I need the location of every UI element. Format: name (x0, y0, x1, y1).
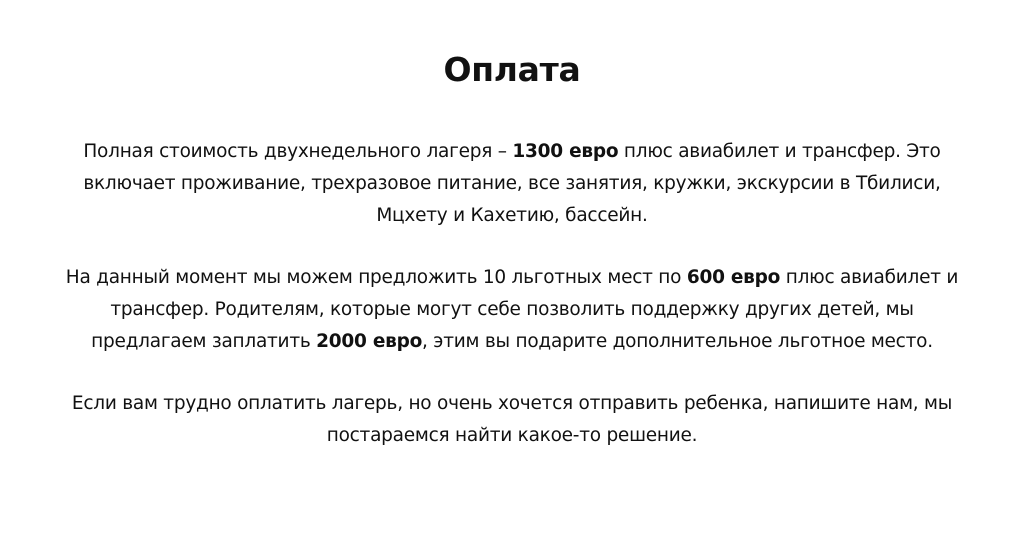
reduced-places-text-end: , этим вы подарите дополнительное льготное место. (422, 331, 933, 352)
reduced-places-paragraph (52, 262, 972, 358)
payment-text (52, 136, 972, 452)
reduced-price-amount: 600 евро (686, 267, 781, 288)
full-price-amount: 1300 евро (512, 141, 619, 162)
page-title: Оплата (443, 50, 581, 89)
reduced-places-text-middle: плюс авиабилет и трансфер. Родителям, которые могут себе позволить поддержку других детей, мы предлагаем заплатить (91, 267, 959, 352)
full-price-paragraph (52, 136, 972, 232)
reduced-places-text-start: На данный момент мы можем предложить 10 льготных мест по (65, 267, 687, 288)
full-price-text-end: плюс авиабилет и трансфер. Это включает проживание, трехразовое питание, все занятия, кружки, экскурсии в Тбилиси, Мцхету и Кахетию, бассейн. (83, 141, 941, 226)
support-price-amount: 2000 евро (316, 331, 423, 352)
full-price-text-start: Полная стоимость двухнедельного лагеря – (83, 141, 513, 162)
contact-us-paragraph: Если вам трудно оплатить лагерь, но очень хочется отправить ребенка, напишите нам, мы постараемся найти какое-то решение. (71, 393, 953, 446)
